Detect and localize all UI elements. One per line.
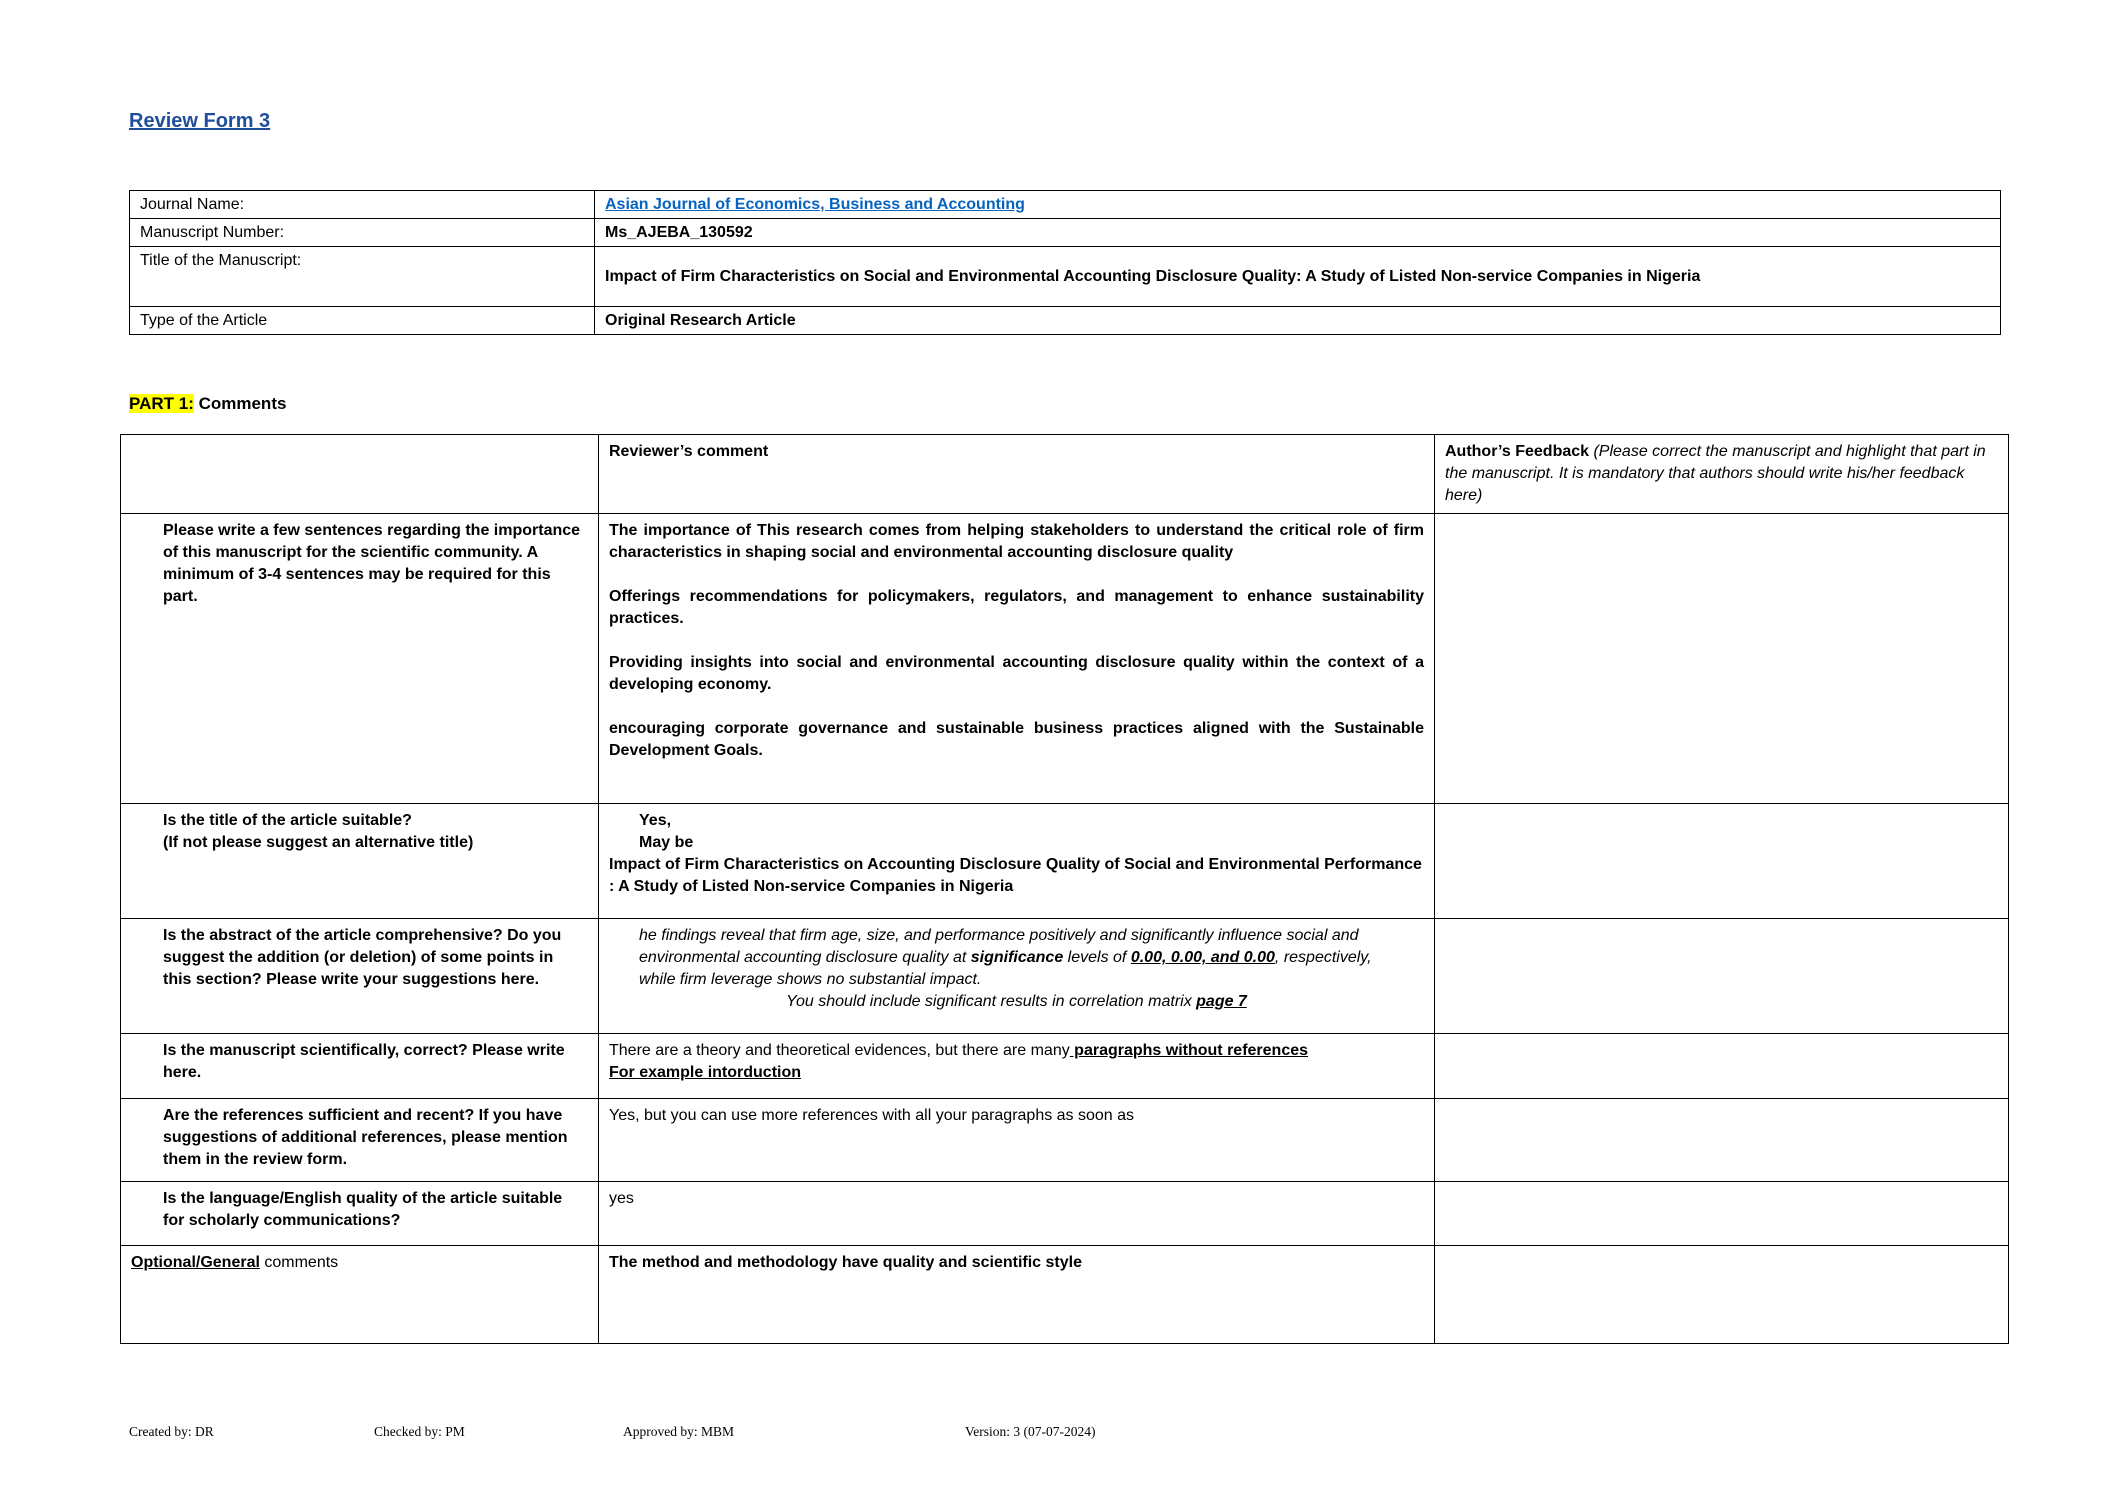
question-title-suitable <box>121 804 599 919</box>
journal-name-link[interactable]: Asian Journal of Economics, Business and Accounting <box>605 196 1025 213</box>
comment-abstract-text <box>639 925 1401 991</box>
part1-badge: PART 1: <box>129 394 194 413</box>
row-title-suitable <box>121 804 2009 919</box>
abstract-seg2: significance <box>970 949 1064 966</box>
footer <box>0 1424 2117 1448</box>
comment-scientific <box>599 1034 1435 1099</box>
article-type-label: Type of the Article <box>130 307 595 335</box>
question-abstract: Is the abstract of the article comprehensive? Do you suggest the addition (or deletion) of some points in this section? Please write your suggestions here. <box>121 919 599 1034</box>
info-row-manuscript-number <box>130 219 2001 247</box>
manuscript-number-label: Manuscript Number: <box>130 219 595 247</box>
author-feedback-cell-importance[interactable] <box>1435 514 2009 804</box>
comments-header-row <box>121 435 2009 514</box>
scientific-seg2: paragraphs without references <box>1069 1042 1309 1059</box>
footer-created-by: Created by: DR <box>129 1424 214 1439</box>
question-title-suitable-line2: (If not please suggest an alternative title) <box>163 834 474 851</box>
info-row-article-type <box>130 307 2001 335</box>
row-importance <box>121 514 2009 804</box>
question-optional-rest: comments <box>259 1254 339 1271</box>
comment-importance-p3: Providing insights into social and environmental accounting disclosure quality within the context of a developing economy. <box>609 654 1424 693</box>
manuscript-number-value: Ms_AJEBA_130592 <box>595 219 2001 247</box>
author-feedback-header-label: Author’s Feedback <box>1445 443 1590 460</box>
part1-label: Comments <box>193 394 287 413</box>
comment-scientific-line2: For example intorduction <box>609 1064 802 1081</box>
row-language <box>121 1182 2009 1246</box>
article-type-value: Original Research Article <box>595 307 2001 335</box>
question-language: Is the language/English quality of the article suitable for scholarly communications? <box>121 1182 599 1246</box>
author-feedback-cell-optional[interactable] <box>1435 1246 2009 1344</box>
author-feedback-cell-abstract[interactable] <box>1435 919 2009 1034</box>
comment-title-suggested: Impact of Firm Characteristics on Accounting Disclosure Quality of Social and Environmental Performance : A Study of Listed Non-service Companies in Nigeria <box>609 856 1422 895</box>
row-abstract <box>121 919 2009 1034</box>
manuscript-info-table <box>129 190 2001 335</box>
author-feedback-header-note: (Please correct the manuscript and highlight that part in the manuscript. It is mandatory that authors should write his/her feedback here) <box>1445 443 1986 504</box>
comment-title-suitable <box>599 804 1435 919</box>
footer-approved-by: Approved by: MBM <box>623 1424 734 1439</box>
footer-version: Version: 3 (07-07-2024) <box>965 1424 1096 1439</box>
info-row-manuscript-title <box>130 247 2001 307</box>
scientific-seg1: There are a theory and theoretical evidences, but there are many <box>609 1042 1070 1059</box>
abstract-seg3: levels of <box>1063 949 1131 966</box>
comment-language: yes <box>599 1182 1435 1246</box>
comment-optional: The method and methodology have quality and scientific style <box>599 1246 1435 1344</box>
comment-importance-p4: encouraging corporate governance and sustainable business practices aligned with the Sustainable Development Goals. <box>609 720 1424 759</box>
question-title-suitable-line1: Is the title of the article suitable? <box>163 812 412 829</box>
journal-name-cell <box>595 191 2001 219</box>
comment-abstract <box>599 919 1435 1034</box>
author-feedback-cell-title[interactable] <box>1435 804 2009 919</box>
author-feedback-cell-references[interactable] <box>1435 1099 2009 1182</box>
comments-table <box>120 434 2009 1344</box>
part1-heading <box>129 394 286 414</box>
info-row-journal <box>130 191 2001 219</box>
abstract-seg4: 0.00, 0.00, and 0.00 <box>1130 949 1275 966</box>
page-title[interactable]: Review Form 3 <box>129 110 271 132</box>
comment-scientific-line1 <box>609 1040 1424 1062</box>
manuscript-title-value: Impact of Firm Characteristics on Social and Environmental Accounting Disclosure Quality: A Study of Listed Non-service Companies in Nigeria <box>595 247 2001 307</box>
footer-checked-by: Checked by: PM <box>374 1424 465 1439</box>
comment-references: Yes, but you can use more references with all your paragraphs as soon as <box>599 1099 1435 1182</box>
comment-title-answer2: May be <box>639 834 694 851</box>
comment-importance-p1: The importance of This research comes from helping stakeholders to understand the critical role of firm characteristics in shaping social and environmental accounting disclosure quality <box>609 522 1424 561</box>
author-feedback-header-cell <box>1435 435 2009 514</box>
question-importance: Please write a few sentences regarding the importance of this manuscript for the scientific community. A minimum of 3-4 sentences may be required for this part. <box>121 514 599 804</box>
journal-name-label: Journal Name: <box>130 191 595 219</box>
abstract-center2: page 7 <box>1196 993 1247 1010</box>
abstract-center1: You should include significant results in correlation matrix <box>786 993 1197 1010</box>
question-scientific: Is the manuscript scientifically, correct? Please write here. <box>121 1034 599 1099</box>
comment-importance-p2: Offerings recommendations for policymakers, regulators, and management to enhance sustainability practices. <box>609 588 1424 627</box>
manuscript-title-label: Title of the Manuscript: <box>130 247 595 307</box>
row-optional <box>121 1246 2009 1344</box>
row-references <box>121 1099 2009 1182</box>
question-optional-bold: Optional/General <box>131 1254 260 1271</box>
question-references: Are the references sufficient and recent? If you have suggestions of additional references, please mention them in the review form. <box>121 1099 599 1182</box>
row-scientific <box>121 1034 2009 1099</box>
question-optional <box>121 1246 599 1344</box>
abstract-seg5: , respectively, while firm leverage shows no substantial impact. <box>639 949 1372 988</box>
author-feedback-cell-scientific[interactable] <box>1435 1034 2009 1099</box>
header-empty-cell <box>121 435 599 514</box>
abstract-seg1: he findings reveal that firm age, size, and performance positively and significantly influence social and environmental accounting disclosure quality at <box>639 927 1359 966</box>
comment-abstract-center-line <box>609 991 1424 1013</box>
author-feedback-cell-language[interactable] <box>1435 1182 2009 1246</box>
comment-title-answer1: Yes, <box>639 812 672 829</box>
comment-importance <box>599 514 1435 804</box>
reviewer-comment-header-label: Reviewer’s comment <box>609 443 769 460</box>
reviewer-comment-header-cell <box>599 435 1435 514</box>
